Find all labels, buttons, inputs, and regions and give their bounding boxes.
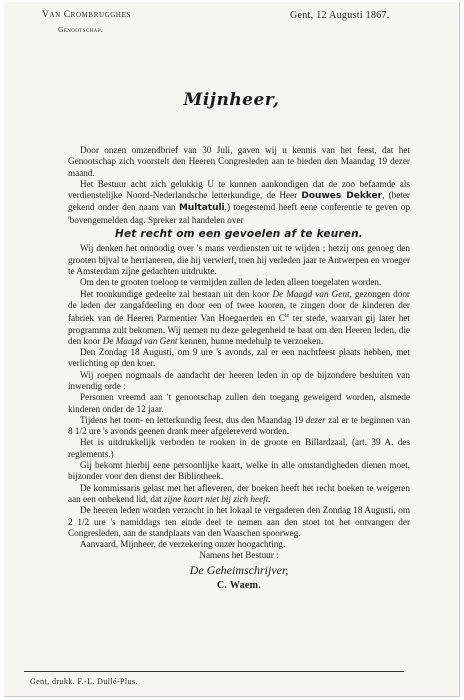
sender-subtitle: Genootschap. [58,25,104,34]
sender-name: Van Crombrugghes [42,10,131,20]
paragraph-7: Wij roepen nogmaals de aandacht der heeren leden in op de bijzondere besluiten van inwendig orde : [68,369,410,391]
closing-secretary-title: De Geheimschrijver, [189,562,289,577]
place-and-date: Gent, 12 Augusti 1867. [290,10,390,21]
paragraph-8: Personen vreemd aan 't genootschap zullen den toegang geweigerd worden, alsmede kinderen onder de 12 jaar. [68,392,410,414]
paragraph-5: Het toonkundige gedeelte zal bestaan uit den koor De Maagd van Gent, gezongen door de leden der zangafdeeling en door een of twee kooren, te zingen door de kinderen der fabriek van de Heeren Parmentier Van Hoegaerden en $C^{ie}$ ter stede, waarvan gij later het programma zult bekomen. Wij nemen nu deze gelegenheid te baat om den Heeren leden, die den koor De Maagd van Gent kennen, hunne medehulp te verzoeken. [68,288,410,346]
paragraph-11: Gij bekomt hierbij eene persoonlijke kaart, welke in alle omstandigheden dienen moet, bijzonder voor den dienst der Bibliotheek. [68,460,410,482]
paragraph-9: Tijdens het toon- en letterkundig feest, dus den Maandag 19 dezer zal er te beginnen van 8 1/2 ure 's avonds geenen drank meer afgelereverd worden. [68,414,410,437]
footer-divider [24,671,404,672]
printer-imprint: Gent, drukk. F.-L. Dullé-Plus. [30,677,138,686]
letter-body [68,145,410,591]
paragraph-12: De kommissaris gelast met het afleveren, der boeken heeft het recht boeken te weigeren aan een onbekend lid, dat zijne kaart niet bij zich heeft. [68,482,410,504]
paragraph-13: De heeren leden worden verzocht in het lokaal te vergaderen den Zondag 18 Augusti, om 2 1/2 ure 's namiddags ten einde deel te nemen aan den stoet tot het ontvangen der Congresleden, aan de standplaats van den Waaschen spoorweg. [68,505,410,538]
closing-block [68,550,410,591]
paragraph-2: Het Bestuur acht zich gelukkig U te kunnen aankondigen dat de zoo befaamde als verdienstelijke Noord-Nederlandsche letterkundige, de Heer Douwes Dekker, (beter gekend onder den naam van Multatuli,) toegestemd heeft eene conferentie te geven op 'bovengemelden dag. Spreker zal handelen over [68,178,410,225]
lecture-title: Het recht om een gevoelen af te keuren. [115,228,363,241]
paragraph-6: Den Zondag 18 Augusti, om 9 ure 's avonds, zal er een nachtfeest plaats hebben, met verlichting op den koer. [68,347,410,369]
salutation: Mijnheer, [183,90,280,110]
paragraph-4: Om den te grooten toeloop te vermijden zullen de leden alleen toegelaten worden. [80,277,382,288]
paragraph-10: Het is uitdrukkelijk verboden te rooken in de groote en Billardzaal, (art. 39 A. des reglements.) [68,437,410,459]
paragraph-14: Aanvaard, Mijnheer, de verzekering onzer hoogachting. [80,539,286,550]
closing-signature-name: C. Waem. [216,580,262,592]
paragraph-1: Door onzen omzendbrief van 30 Juli, gaven wij u kennis van het feest, dat het Genootschap zich voorstelt den Heeren Congresleden aan te bieden den Maandag 19 dezer maand. [68,145,410,178]
closing-on-behalf: Namens het Bestuur : [199,550,279,561]
letter-sheet [4,2,460,697]
letterhead-sender [42,10,131,34]
paragraph-3: Wij denken het onnoodig over 's mans verdiensten uit te wijden ; hetzij ons genoeg den grooten bijval te herrianeren, die hij verwierf, toen hij verleden jaar te Antwerpen en vroeger te Amsterdam zijne gedachten uitdrukte. [68,243,410,276]
